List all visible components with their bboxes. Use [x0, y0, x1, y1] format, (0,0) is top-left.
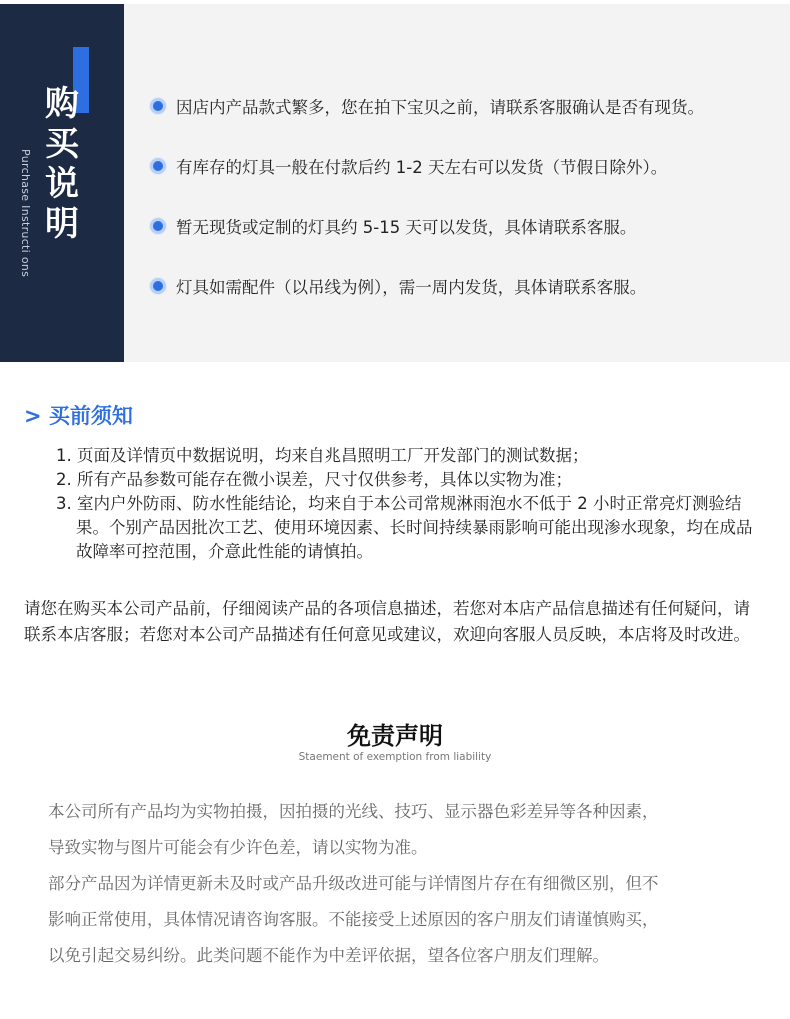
list-item: 1. 页面及详情页中数据说明，均来自兆昌照明工厂开发部门的测试数据；: [56, 446, 589, 465]
disclaimer-line: 部分产品因为详情更新未及时或产品升级改进可能与详情图片存在有细微区别，但不: [48, 874, 659, 893]
title-char: 明: [45, 204, 79, 244]
list-item-text: 灯具如需配件（以吊线为例），需一周内发货，具体请联系客服。: [176, 278, 647, 297]
disclaimer-line: 以免引起交易纠纷。此类问题不能作为中差评依据，望各位客户朋友们理解。: [48, 946, 609, 965]
disclaimer-subtitle: Staement of exemption from liability: [298, 751, 492, 763]
title-char: 买: [45, 124, 79, 164]
list-item: [150, 256, 780, 316]
list-item: [150, 136, 780, 196]
title-char: 说: [45, 164, 79, 204]
bullet-dot-icon: [150, 278, 166, 294]
disclaimer-title: 免责声明: [347, 722, 443, 750]
purchase-bullet-list: [150, 76, 780, 316]
title-char: 购: [45, 84, 79, 124]
reading-advice-paragraph: 请您在购买本公司产品前，仔细阅读产品的各项信息描述，若您对本店产品信息描述有任何疑问，请联系本店客服；若您对本公司产品描述有任何意见或建议，欢迎向客服人员反映，本店将及时改进。: [24, 599, 750, 644]
bullet-dot-icon: [150, 158, 166, 174]
disclaimer-line: 影响正常使用，具体情况请咨询客服。不能接受上述原因的客户朋友们请谨慎购买，: [48, 910, 659, 929]
disclaimer-line: 导致实物与图片可能会有少许色差，请以实物为准。: [48, 838, 428, 857]
notice-list: [56, 444, 756, 564]
list-item: 3. 室内户外防雨、防水性能结论，均来自于本公司常规淋雨泡水不低于 2 小时正常亮灯测验结果。个别产品因批次工艺、使用环境因素、长时间持续暴雨影响可能出现渗水现象，均在成品故障率可控范围，介意此性能的请慎拍。: [56, 494, 753, 561]
list-item-text: 因店内产品款式繁多，您在拍下宝贝之前，请联系客服确认是否有现货。: [176, 98, 704, 117]
notice-heading: > 买前须知: [24, 404, 133, 428]
list-item-text: 有库存的灯具一般在付款后约 1-2 天左右可以发货（节假日除外）。: [176, 158, 668, 177]
disclaimer-line: 本公司所有产品均为实物拍摄，因拍摄的光线、技巧、显示器色彩差异等各种因素，: [48, 802, 659, 821]
list-item: [150, 196, 780, 256]
list-item: [150, 76, 780, 136]
bullet-dot-icon: [150, 218, 166, 234]
purchase-subtitle: Purchase Instructi ons: [19, 149, 32, 278]
list-item-text: 暂无现货或定制的灯具约 5-15 天可以发货，具体请联系客服。: [176, 218, 637, 237]
disclaimer-body: [48, 794, 760, 974]
list-item: 2. 所有产品参数可能存在微小误差，尺寸仅供参考，具体以实物为准；: [56, 470, 572, 489]
purchase-instructions-section: [0, 4, 790, 362]
purchase-title: [40, 84, 84, 244]
side-panel: [0, 4, 124, 362]
bullet-dot-icon: [150, 98, 166, 114]
